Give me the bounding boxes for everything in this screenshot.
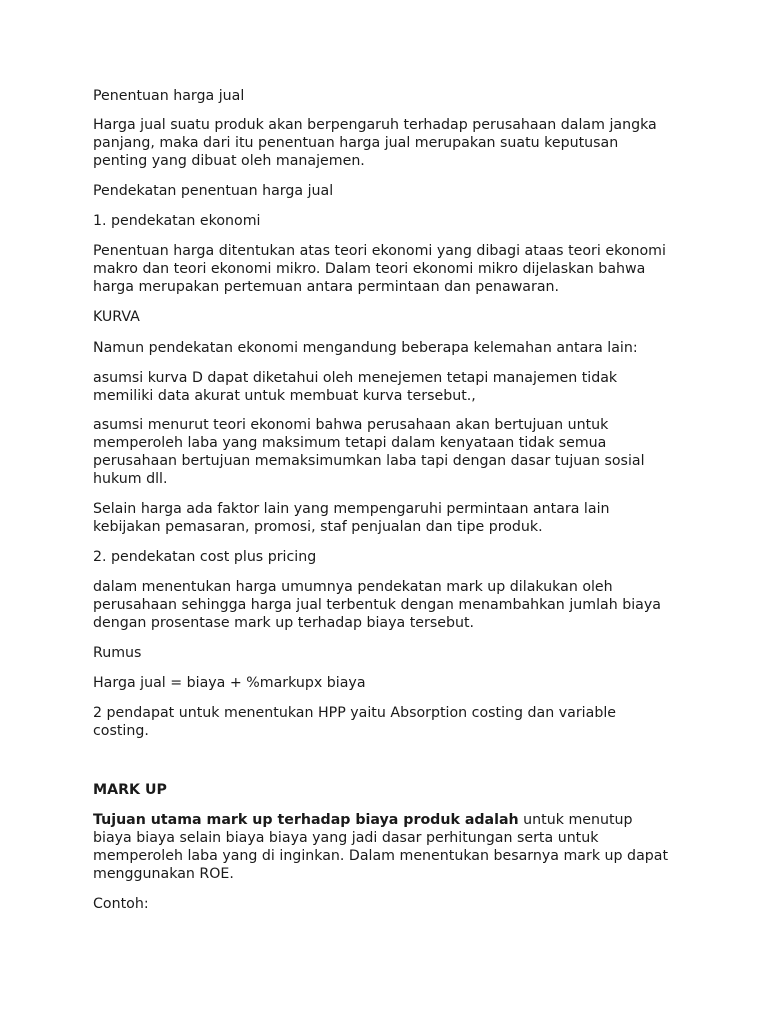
- paragraph-markup-purpose: [93, 811, 693, 883]
- paragraph-assumption-2: asumsi menurut teori ekonomi bahwa perusahaan akan bertujuan untuk memperoleh laba yang maksimum tetapi dalam kenyataan tidak semua perusahaan bertujuan memaksimumkan laba tapi dengan dasar tujuan sosial hukum dll.: [93, 417, 645, 487]
- paragraph-economic-theory: Penentuan harga ditentukan atas teori ekonomi yang dibagi ataas teori ekonomi makro dan teori ekonomi mikro. Dalam teori ekonomi mikro dijelaskan bahwa harga merupakan pertemuan antara permintaan dan penawaran.: [93, 243, 666, 295]
- formula-text: Harga jual = biaya + %markupx biaya: [93, 675, 366, 691]
- markup-bold-lead: Tujuan utama mark up terhadap biaya produk adalah: [93, 812, 519, 828]
- label-rumus: Rumus: [93, 645, 142, 661]
- paragraph-other-factors: Selain harga ada faktor lain yang mempengaruhi permintaan antara lain kebijakan pemasaran, promosi, staf penjualan dan tipe produk.: [93, 501, 610, 535]
- markup-heading: MARK UP: [93, 782, 167, 798]
- markup-body-text: untuk menutup biaya biaya selain biaya biaya yang jadi dasar perhitungan serta untuk memperoleh laba yang di inginkan. Dalam menentukan besarnya mark up dapat menggunakan ROE.: [93, 812, 669, 882]
- subheading-cost-plus: 2. pendekatan cost plus pricing: [93, 549, 317, 565]
- label-contoh: Contoh:: [93, 896, 149, 912]
- paragraph-markup-approach: dalam menentukan harga umumnya pendekatan mark up dilakukan oleh perusahaan sehingga harga jual terbentuk dengan menambahkan jumlah biaya dengan prosentase mark up terhadap biaya tersebut.: [93, 579, 661, 631]
- paragraph-intro: Harga jual suatu produk akan berpengaruh terhadap perusahaan dalam jangka panjang, maka dari itu penentuan harga jual merupakan suatu keputusan penting yang dibuat oleh manajemen.: [93, 117, 657, 169]
- paragraph-weaknesses: Namun pendekatan ekonomi mengandung beberapa kelemahan antara lain:: [93, 340, 638, 356]
- doc-title: Penentuan harga jual: [93, 88, 245, 104]
- label-kurva: KURVA: [93, 309, 140, 325]
- paragraph-assumption-1: asumsi kurva D dapat diketahui oleh menejemen tetapi manajemen tidak memiliki data akurat untuk membuat kurva tersebut.,: [93, 370, 618, 404]
- section-heading-approach: Pendekatan penentuan harga jual: [93, 183, 334, 199]
- paragraph-hpp: 2 pendapat untuk menentukan HPP yaitu Absorption costing dan variable costing.: [93, 705, 616, 739]
- subheading-economic: 1. pendekatan ekonomi: [93, 213, 261, 229]
